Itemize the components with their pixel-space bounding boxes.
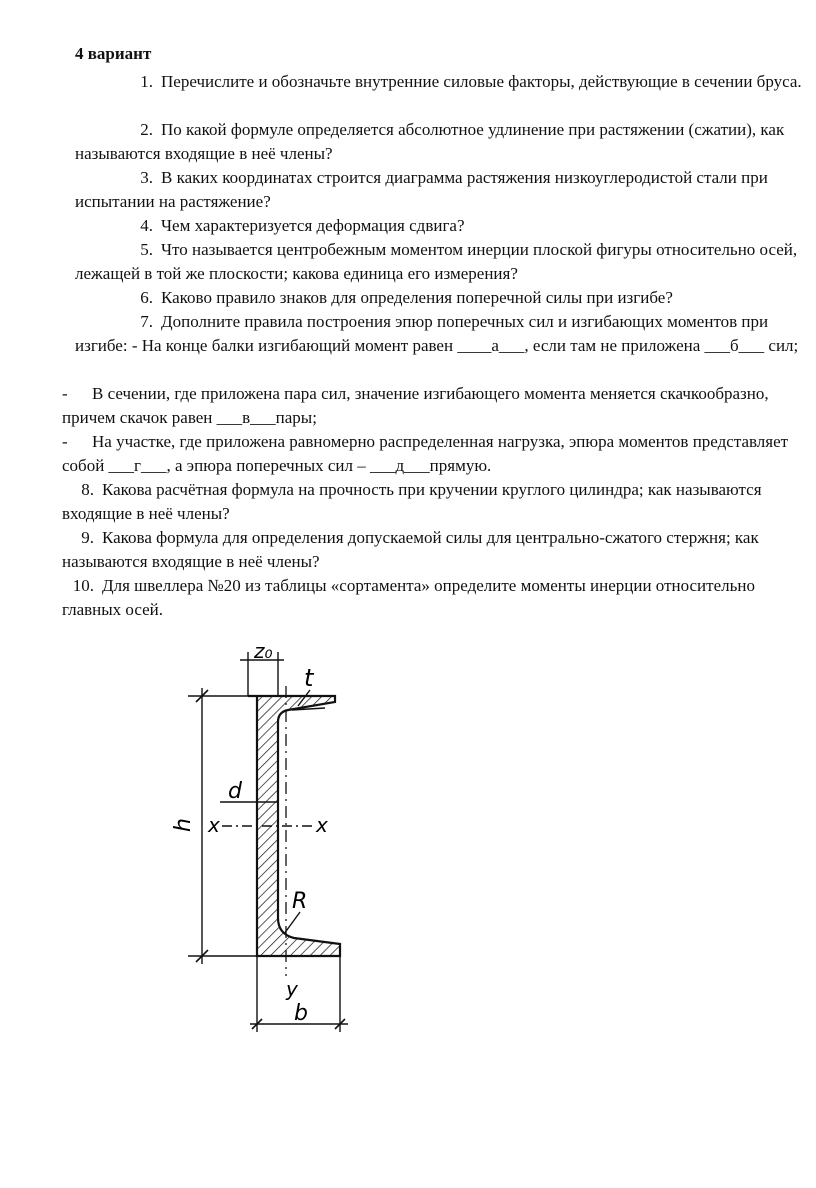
question-7-rule-3	[62, 430, 814, 478]
question-text: На участке, где приложена равномерно распределенная нагрузка, эпюра моментов представляет собой ___г___, а эпюра поперечных сил – ___д___прямую.	[62, 432, 789, 475]
question-number: 5.	[140, 240, 153, 259]
question-3	[75, 166, 815, 214]
variant-title: 4 вариант	[75, 44, 152, 63]
question-text: Для швеллера №20 из таблицы «сортамента» определите моменты инерции относительно главных осей.	[62, 576, 755, 619]
question-number: 7.	[140, 312, 153, 331]
question-9	[62, 526, 814, 574]
question-number: 10.	[72, 576, 94, 595]
t-label: t	[304, 664, 314, 692]
question-text: Перечислите и обозначьте внутренние силовые факторы, действующие в сечении бруса.	[161, 72, 802, 91]
z0-label: z₀	[254, 639, 273, 663]
question-number: 9.	[81, 528, 94, 547]
question-number: 3.	[140, 168, 153, 187]
d-label: d	[228, 779, 242, 804]
question-7	[75, 310, 815, 358]
question-6	[75, 286, 815, 310]
dash-marker: -	[62, 384, 68, 403]
question-4	[75, 214, 815, 238]
question-2	[75, 118, 815, 166]
question-7-rule-2	[62, 382, 814, 430]
question-number: 2.	[140, 120, 153, 139]
question-text: Каково правило знаков для определения поперечной силы при изгибе?	[161, 288, 673, 307]
question-text: По какой формуле определяется абсолютное удлинение при растяжении (сжатии), как называются входящие в неё члены?	[75, 120, 785, 163]
b-label: b	[294, 1001, 308, 1026]
y-label: y	[286, 977, 298, 1001]
question-number: 1.	[140, 72, 153, 91]
x-left-label: x	[208, 813, 220, 837]
h-label: h	[171, 818, 196, 832]
question-1	[75, 70, 815, 94]
channel-section-figure	[160, 630, 420, 1050]
dash-marker: -	[62, 432, 68, 451]
question-text: Чем характеризуется деформация сдвига?	[161, 216, 465, 235]
x-right-label: x	[316, 813, 328, 837]
question-text: Что называется центробежным моментом инерции плоской фигуры относительно осей, лежащей в той же плоскости; какова единица его измерения?	[75, 240, 798, 283]
question-text: Какова расчётная формула на прочность при кручении круглого цилиндра; как называются входящие в неё члены?	[62, 480, 762, 523]
question-text: В сечении, где приложена пара сил, значение изгибающего момента меняется скачкообразно, причем скачок равен ___в___пары;	[62, 384, 769, 427]
question-text: В каких координатах строится диаграмма растяжения низкоуглеродистой стали при испытании на растяжение?	[75, 168, 768, 211]
question-number: 6.	[140, 288, 153, 307]
question-number: 8.	[81, 480, 94, 499]
question-5	[75, 238, 815, 286]
question-number: 4.	[140, 216, 153, 235]
question-8	[62, 478, 814, 526]
question-10	[62, 574, 814, 622]
question-text: Какова формула для определения допускаемой силы для центрально-сжатого стержня; как называются входящие в неё члены?	[62, 528, 759, 571]
R-label: R	[292, 889, 308, 914]
question-text: Дополните правила построения эпюр поперечных сил и изгибающих моментов при изгибе: - На конце балки изгибающий момент равен ____а___, если там не приложена ___б___ сил;	[75, 312, 799, 355]
